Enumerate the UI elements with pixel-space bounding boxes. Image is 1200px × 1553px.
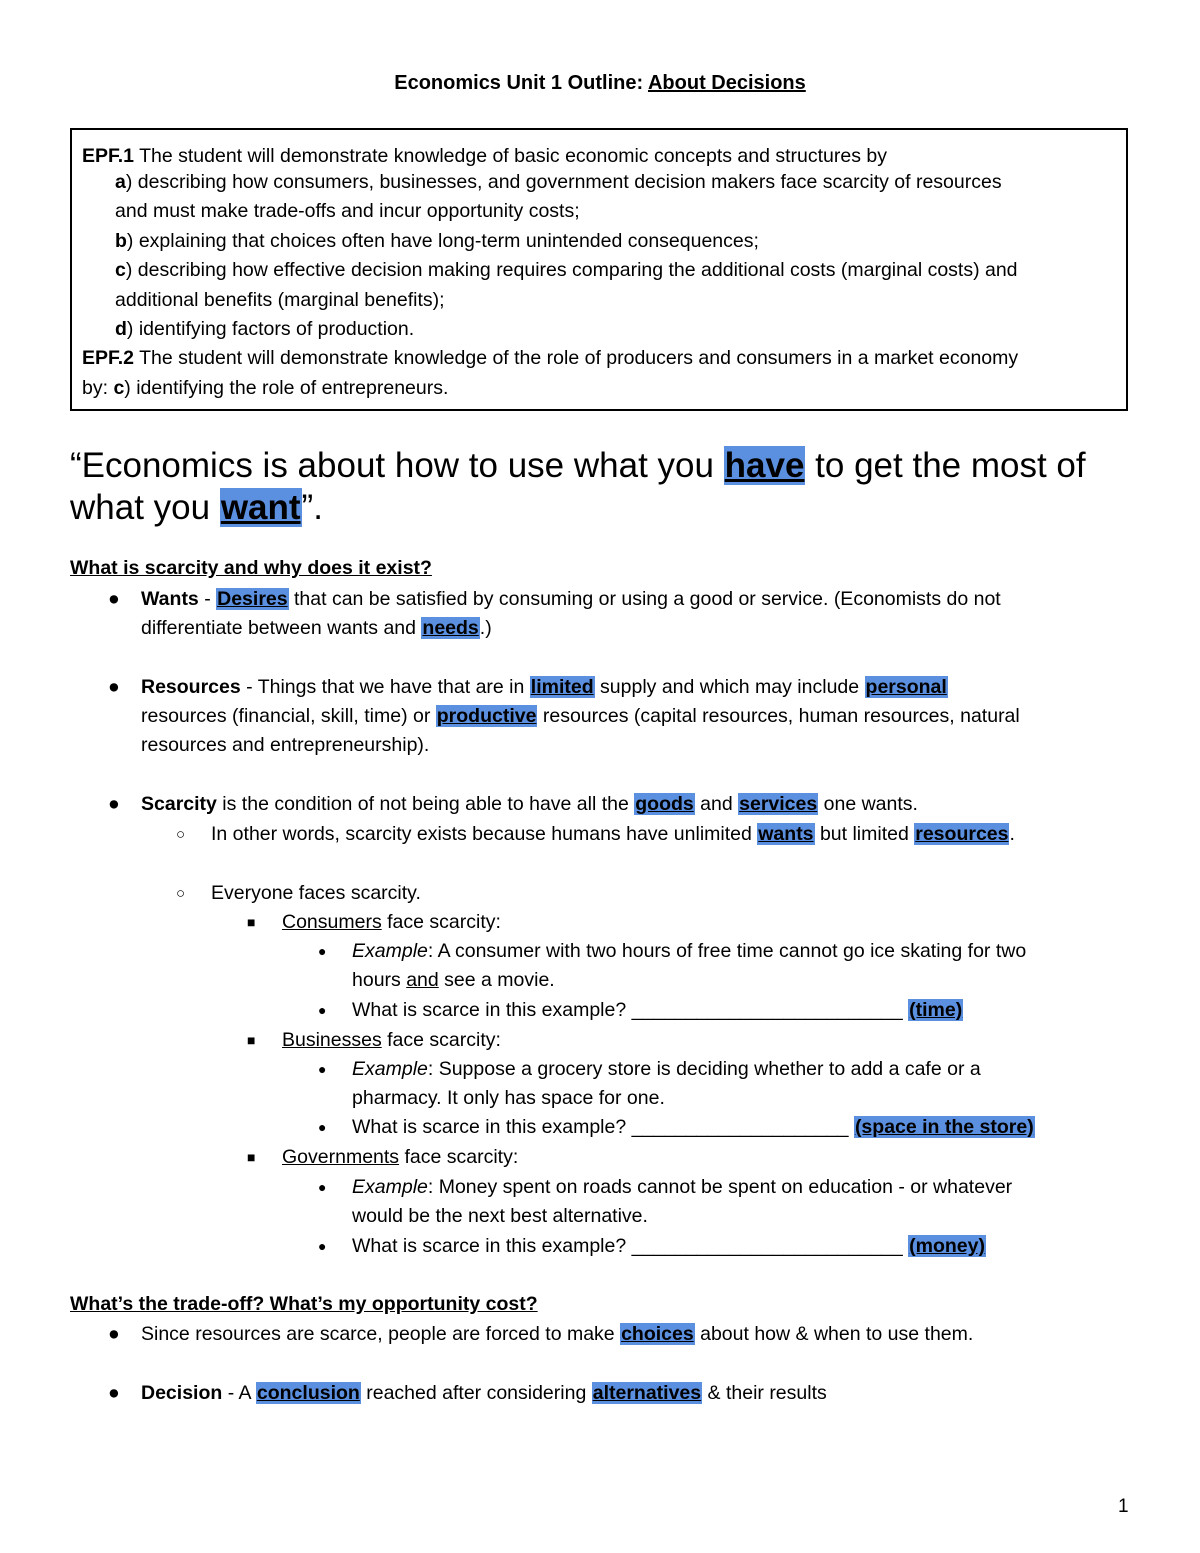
bullet-dot-icon: ● <box>108 588 120 610</box>
epf2-line2: by: c) identifying the role of entrepreneurs. <box>82 377 449 399</box>
std-b-line: b) explaining that choices often have long-term unintended consequences; <box>115 230 759 252</box>
highlight-desires: Desires <box>217 588 288 610</box>
wants-line2: differentiate between wants and needs.) <box>141 617 492 639</box>
bullet-circle-icon: ○ <box>176 885 186 902</box>
bullet-square-icon: ■ <box>247 1149 256 1165</box>
highlight-productive: productive <box>436 705 537 727</box>
answer-space: (space in the store) <box>854 1116 1034 1138</box>
bullet-square-icon: ■ <box>247 1032 256 1048</box>
resources-line1: Resources - Things that we have that are in limited supply and which may include personal <box>141 676 947 698</box>
bullet-dot-icon: ● <box>318 1061 327 1077</box>
bullet-dot-icon: ● <box>318 1179 327 1195</box>
highlight-alternatives: alternatives <box>592 1382 702 1404</box>
bullet-dot-icon: ● <box>108 793 120 815</box>
highlight-choices: choices <box>621 1323 694 1345</box>
bullet-circle-icon: ○ <box>176 826 186 843</box>
government-example-line2: would be the next best alternative. <box>352 1205 648 1227</box>
consumers-line: Consumers face scarcity: <box>282 911 501 933</box>
bullet-dot-icon: ● <box>318 1002 327 1018</box>
standards-box <box>70 128 1128 411</box>
highlight-resources: resources <box>915 823 1009 845</box>
title-underlined: About Decisions <box>647 72 806 94</box>
business-question: What is scarce in this example? ____________________ (space in the store) <box>352 1116 1034 1138</box>
decision-line: Decision - A conclusion reached after considering alternatives & their results <box>141 1382 827 1404</box>
std-c-line1: c) describing how effective decision making requires comparing the additional costs (marginal costs) and <box>115 259 1018 281</box>
highlight-want: want <box>220 488 301 527</box>
std-c-line2: additional benefits (marginal benefits); <box>115 289 445 311</box>
consumer-question: What is scarce in this example? _________________________ (time) <box>352 999 963 1021</box>
epf2-code: EPF.2 <box>82 347 135 369</box>
bullet-dot-icon: ● <box>318 1238 327 1254</box>
highlight-services: services <box>739 793 818 815</box>
highlight-goods: goods <box>635 793 694 815</box>
highlight-conclusion: conclusion <box>256 1382 360 1404</box>
bullet-dot-icon: ● <box>108 676 120 698</box>
since-line: Since resources are scarce, people are forced to make choices about how & when to use them. <box>141 1323 974 1345</box>
consumer-example-line2: hours and see a movie. <box>352 969 555 991</box>
bullet-dot-icon: ● <box>318 1119 327 1135</box>
std-a-line2: and must make trade-offs and incur opportunity costs; <box>115 200 580 222</box>
bullet-dot-icon: ● <box>108 1382 120 1404</box>
wants-line1: Wants - Desires that can be satisfied by consuming or using a good or service. (Economists do not <box>141 588 1001 610</box>
bullet-square-icon: ■ <box>247 914 256 930</box>
std-d-line: d) identifying factors of production. <box>115 318 415 340</box>
scarcity-line: Scarcity is the condition of not being able to have all the goods and services one wants. <box>141 793 918 815</box>
highlight-wants: wants <box>758 823 814 845</box>
epf2-line: EPF.2 The student will demonstrate knowledge of the role of producers and consumers in a market economy <box>82 347 1019 369</box>
highlight-limited: limited <box>530 676 594 698</box>
business-example-line1: Example: Suppose a grocery store is deciding whether to add a cafe or a <box>352 1058 981 1080</box>
highlight-have: have <box>724 446 805 485</box>
economics-quote: “Economics is about how to use what you have to get the most of what you want”. <box>70 446 1086 527</box>
resources-line3: resources and entrepreneurship). <box>141 734 430 756</box>
section-heading-tradeoff: What’s the trade-off? What’s my opportunity cost? <box>70 1293 538 1315</box>
bullet-dot-icon: ● <box>108 1323 120 1345</box>
epf1-line: EPF.1 The student will demonstrate knowledge of basic economic concepts and structures by <box>82 145 887 167</box>
epf1-code: EPF.1 <box>82 145 135 167</box>
business-example-line2: pharmacy. It only has space for one. <box>352 1087 665 1109</box>
section-heading-scarcity: What is scarcity and why does it exist? <box>70 557 432 579</box>
governments-line: Governments face scarcity: <box>282 1146 519 1168</box>
resources-line2: resources (financial, skill, time) or productive resources (capital resources, human resources, natural <box>141 705 1020 727</box>
highlight-needs: needs <box>422 617 479 639</box>
answer-time: (time) <box>909 999 963 1021</box>
std-a-line1: a) describing how consumers, businesses, and government decision makers face scarcity of resources <box>115 171 1002 193</box>
consumer-example-line1: Example: A consumer with two hours of free time cannot go ice skating for two <box>352 940 1027 962</box>
government-question: What is scarce in this example? _________________________ (money) <box>352 1235 985 1257</box>
government-example-line1: Example: Money spent on roads cannot be spent on education - or whatever <box>352 1176 1013 1198</box>
other-words-line: In other words, scarcity exists because humans have unlimited wants but limited resources. <box>211 823 1015 845</box>
page-title: Economics Unit 1 Outline: About Decisions <box>394 72 806 94</box>
everyone-line: Everyone faces scarcity. <box>211 882 421 904</box>
bullet-dot-icon: ● <box>318 943 327 959</box>
businesses-line: Businesses face scarcity: <box>282 1029 501 1051</box>
highlight-personal: personal <box>865 676 947 698</box>
answer-money: (money) <box>909 1235 985 1257</box>
page-number: 1 <box>1118 1496 1129 1517</box>
